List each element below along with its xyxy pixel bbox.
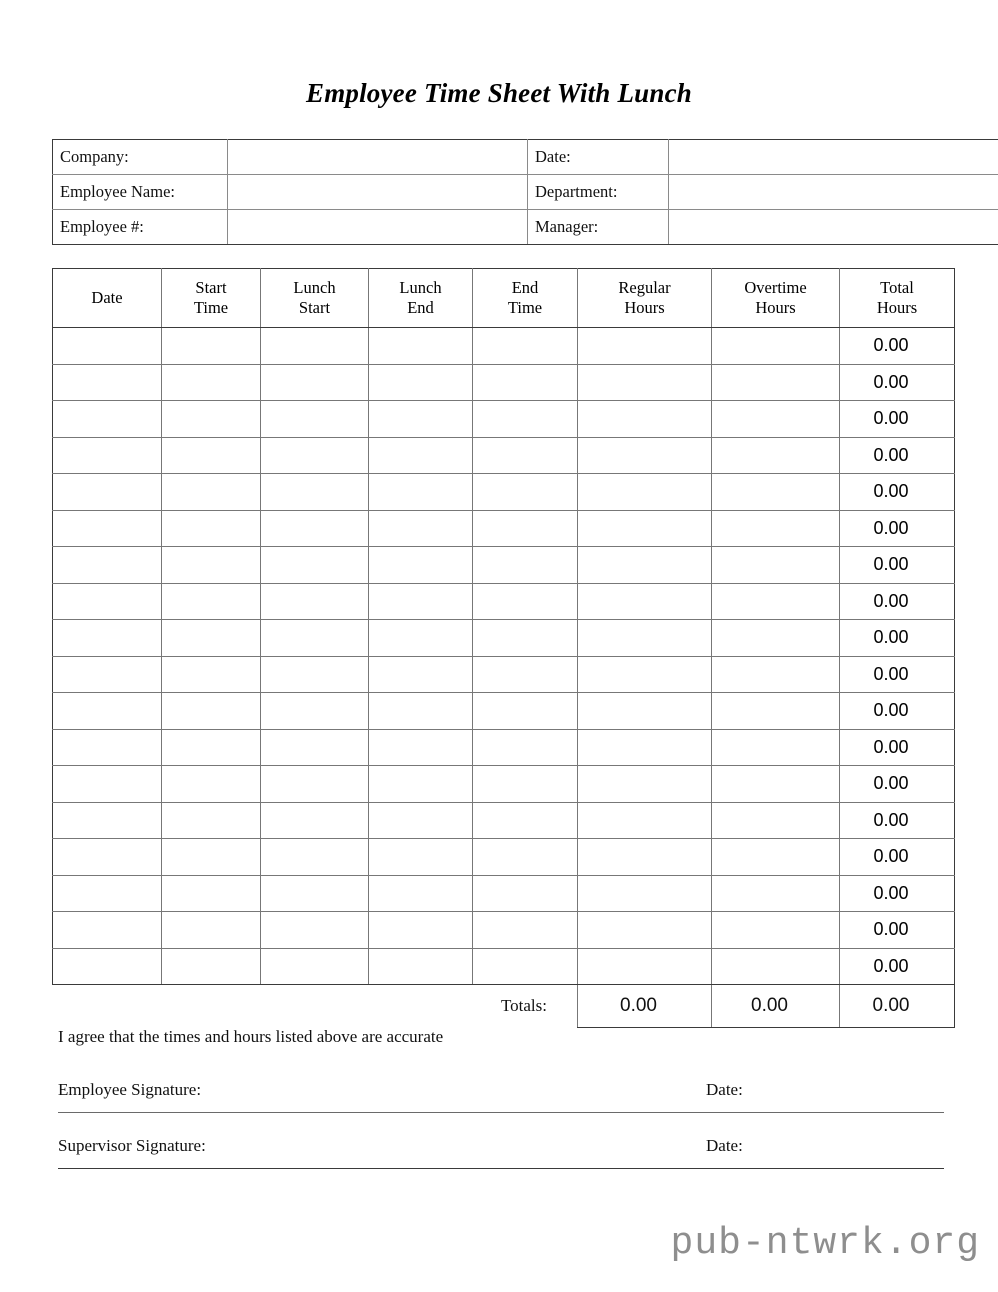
cell-start-time[interactable]	[162, 364, 261, 401]
header-line-2: End	[407, 298, 434, 317]
cell-lunch-end[interactable]	[369, 839, 473, 876]
manager-label: Manager:	[528, 210, 669, 245]
header-line-1: Date	[91, 287, 123, 307]
cell-regular-hours[interactable]	[578, 693, 712, 730]
table-row	[53, 474, 955, 511]
cell-total-hours[interactable]: 0.00	[840, 620, 955, 657]
cell-lunch-end[interactable]	[369, 766, 473, 803]
cell-date[interactable]	[53, 437, 162, 474]
cell-lunch-end[interactable]	[369, 802, 473, 839]
cell-total-hours[interactable]: 0.00	[840, 510, 955, 547]
cell-regular-hours[interactable]	[578, 328, 712, 365]
cell-lunch-end[interactable]	[369, 510, 473, 547]
header-line-1: Overtime	[744, 277, 807, 297]
cell-regular-hours[interactable]	[578, 437, 712, 474]
cell-total-hours[interactable]: 0.00	[840, 766, 955, 803]
cell-start-time[interactable]	[162, 437, 261, 474]
totals-overtime-hours: 0.00	[712, 985, 840, 1028]
cell-lunch-end[interactable]	[369, 912, 473, 949]
header-line-1: Lunch	[293, 277, 336, 297]
table-row	[53, 510, 955, 547]
column-header-overtime-hours	[712, 269, 840, 328]
time-entry-table	[52, 268, 955, 1028]
table-row	[53, 583, 955, 620]
cell-end-time[interactable]	[473, 766, 578, 803]
cell-date[interactable]	[53, 328, 162, 365]
cell-overtime-hours[interactable]	[712, 729, 840, 766]
cell-regular-hours[interactable]	[578, 547, 712, 584]
cell-lunch-end[interactable]	[369, 948, 473, 985]
cell-date[interactable]	[53, 948, 162, 985]
cell-end-time[interactable]	[473, 437, 578, 474]
employee-name-field[interactable]	[228, 175, 528, 210]
cell-regular-hours[interactable]	[578, 620, 712, 657]
cell-start-time[interactable]	[162, 583, 261, 620]
column-header-start-time	[162, 269, 261, 328]
cell-start-time[interactable]	[162, 547, 261, 584]
totals-row	[53, 985, 955, 1028]
cell-regular-hours[interactable]	[578, 875, 712, 912]
employee-signature-label: Employee Signature:	[58, 1080, 202, 1099]
cell-total-hours[interactable]: 0.00	[840, 364, 955, 401]
cell-date[interactable]	[53, 802, 162, 839]
column-header-end-time	[473, 269, 578, 328]
cell-overtime-hours[interactable]	[712, 547, 840, 584]
totals-label: Totals:	[500, 996, 547, 1016]
cell-regular-hours[interactable]	[578, 729, 712, 766]
time-table-foot	[53, 985, 955, 1028]
cell-end-time[interactable]	[473, 948, 578, 985]
cell-date[interactable]	[53, 766, 162, 803]
totals-total-hours: 0.00	[840, 985, 955, 1028]
cell-lunch-start[interactable]	[261, 437, 369, 474]
cell-lunch-start[interactable]	[261, 510, 369, 547]
time-table-header-row	[53, 269, 955, 328]
info-row-employee-name	[53, 175, 998, 210]
header-line-1: Total	[880, 277, 914, 297]
cell-lunch-end[interactable]	[369, 583, 473, 620]
cell-lunch-end[interactable]	[369, 875, 473, 912]
info-row-employee-number	[53, 210, 998, 245]
employee-number-field[interactable]	[228, 210, 528, 245]
cell-overtime-hours[interactable]	[712, 620, 840, 657]
table-row	[53, 766, 955, 803]
column-header-total-hours	[840, 269, 955, 328]
cell-overtime-hours[interactable]	[712, 583, 840, 620]
cell-total-hours[interactable]: 0.00	[840, 437, 955, 474]
cell-lunch-start[interactable]	[261, 364, 369, 401]
cell-regular-hours[interactable]	[578, 802, 712, 839]
supervisor-signature-label: Supervisor Signature:	[58, 1136, 206, 1155]
supervisor-signature-date-label: Date:	[706, 1136, 743, 1155]
cell-regular-hours[interactable]	[578, 948, 712, 985]
cell-lunch-end[interactable]	[369, 401, 473, 438]
cell-overtime-hours[interactable]	[712, 839, 840, 876]
cell-regular-hours[interactable]	[578, 766, 712, 803]
cell-end-time[interactable]	[473, 912, 578, 949]
cell-date[interactable]	[53, 729, 162, 766]
header-line-2: Hours	[755, 298, 796, 317]
cell-total-hours[interactable]: 0.00	[840, 912, 955, 949]
cell-total-hours[interactable]: 0.00	[840, 839, 955, 876]
cell-lunch-end[interactable]	[369, 437, 473, 474]
cell-start-time[interactable]	[162, 656, 261, 693]
cell-overtime-hours[interactable]	[712, 437, 840, 474]
table-row	[53, 620, 955, 657]
header-line-2: Start	[298, 298, 331, 317]
cell-end-time[interactable]	[473, 547, 578, 584]
company-label: Company:	[53, 140, 228, 175]
cell-lunch-start[interactable]	[261, 729, 369, 766]
cell-overtime-hours[interactable]	[712, 401, 840, 438]
cell-end-time[interactable]	[473, 474, 578, 511]
cell-date[interactable]	[53, 656, 162, 693]
date-field[interactable]	[669, 140, 998, 175]
cell-overtime-hours[interactable]	[712, 510, 840, 547]
cell-total-hours[interactable]: 0.00	[840, 948, 955, 985]
cell-lunch-start[interactable]	[261, 766, 369, 803]
table-row	[53, 656, 955, 693]
cell-lunch-start[interactable]	[261, 948, 369, 985]
cell-start-time[interactable]	[162, 474, 261, 511]
cell-regular-hours[interactable]	[578, 912, 712, 949]
cell-lunch-start[interactable]	[261, 474, 369, 511]
cell-end-time[interactable]	[473, 328, 578, 365]
table-row	[53, 693, 955, 730]
cell-start-time[interactable]	[162, 401, 261, 438]
cell-lunch-start[interactable]	[261, 912, 369, 949]
cell-start-time[interactable]	[162, 802, 261, 839]
cell-lunch-start[interactable]	[261, 839, 369, 876]
time-table-head	[53, 269, 955, 328]
cell-lunch-start[interactable]	[261, 401, 369, 438]
supervisor-signature-line[interactable]	[58, 1134, 944, 1169]
cell-lunch-end[interactable]	[369, 364, 473, 401]
cell-start-time[interactable]	[162, 912, 261, 949]
cell-lunch-start[interactable]	[261, 875, 369, 912]
cell-date[interactable]	[53, 364, 162, 401]
cell-regular-hours[interactable]	[578, 656, 712, 693]
table-row	[53, 364, 955, 401]
table-row	[53, 328, 955, 365]
cell-total-hours[interactable]: 0.00	[840, 656, 955, 693]
cell-lunch-start[interactable]	[261, 328, 369, 365]
cell-overtime-hours[interactable]	[712, 328, 840, 365]
cell-lunch-end[interactable]	[369, 328, 473, 365]
cell-total-hours[interactable]: 0.00	[840, 474, 955, 511]
column-header-regular-hours	[578, 269, 712, 328]
time-table-body	[53, 328, 955, 985]
table-row	[53, 839, 955, 876]
cell-lunch-start[interactable]	[261, 656, 369, 693]
cell-end-time[interactable]	[473, 839, 578, 876]
header-line-1: Lunch	[399, 277, 442, 297]
cell-start-time[interactable]	[162, 328, 261, 365]
cell-total-hours[interactable]: 0.00	[840, 729, 955, 766]
cell-lunch-end[interactable]	[369, 474, 473, 511]
cell-lunch-end[interactable]	[369, 656, 473, 693]
cell-end-time[interactable]	[473, 656, 578, 693]
cell-date[interactable]	[53, 620, 162, 657]
column-header-lunch-end	[369, 269, 473, 328]
cell-overtime-hours[interactable]	[712, 474, 840, 511]
cell-lunch-end[interactable]	[369, 620, 473, 657]
page-title: Employee Time Sheet With Lunch	[305, 78, 692, 108]
cell-overtime-hours[interactable]	[712, 656, 840, 693]
cell-start-time[interactable]	[162, 729, 261, 766]
cell-total-hours[interactable]: 0.00	[840, 328, 955, 365]
cell-end-time[interactable]	[473, 802, 578, 839]
employee-signature-date-label: Date:	[706, 1080, 743, 1099]
column-header-date	[53, 269, 162, 328]
cell-total-hours[interactable]: 0.00	[840, 547, 955, 584]
cell-date[interactable]	[53, 875, 162, 912]
info-row-company	[53, 140, 998, 175]
cell-start-time[interactable]	[162, 875, 261, 912]
header-line-1: End	[511, 277, 539, 297]
cell-lunch-end[interactable]	[369, 693, 473, 730]
cell-overtime-hours[interactable]	[712, 802, 840, 839]
table-row	[53, 401, 955, 438]
cell-lunch-start[interactable]	[261, 620, 369, 657]
table-row	[53, 912, 955, 949]
cell-end-time[interactable]	[473, 693, 578, 730]
cell-regular-hours[interactable]	[578, 401, 712, 438]
employee-info-table	[52, 139, 998, 245]
cell-date[interactable]	[53, 547, 162, 584]
cell-overtime-hours[interactable]	[712, 875, 840, 912]
employee-info-body	[53, 140, 998, 245]
table-row	[53, 547, 955, 584]
site-watermark: pub-ntwrk.org	[670, 1222, 980, 1265]
cell-regular-hours[interactable]	[578, 839, 712, 876]
header-line-2: Time	[507, 298, 543, 317]
cell-lunch-start[interactable]	[261, 693, 369, 730]
cell-end-time[interactable]	[473, 583, 578, 620]
cell-lunch-end[interactable]	[369, 729, 473, 766]
cell-total-hours[interactable]: 0.00	[840, 401, 955, 438]
cell-end-time[interactable]	[473, 620, 578, 657]
cell-end-time[interactable]	[473, 729, 578, 766]
cell-end-time[interactable]	[473, 364, 578, 401]
cell-overtime-hours[interactable]	[712, 693, 840, 730]
cell-end-time[interactable]	[473, 510, 578, 547]
cell-regular-hours[interactable]	[578, 510, 712, 547]
cell-overtime-hours[interactable]	[712, 948, 840, 985]
cell-date[interactable]	[53, 401, 162, 438]
cell-end-time[interactable]	[473, 875, 578, 912]
cell-date[interactable]	[53, 839, 162, 876]
cell-start-time[interactable]	[162, 766, 261, 803]
cell-total-hours[interactable]: 0.00	[840, 693, 955, 730]
manager-field[interactable]	[669, 210, 998, 245]
totals-regular-hours: 0.00	[578, 985, 712, 1028]
employee-signature-line[interactable]	[58, 1078, 944, 1113]
header-line-2: Time	[193, 298, 229, 317]
cell-start-time[interactable]	[162, 839, 261, 876]
header-line-2: Hours	[624, 298, 665, 317]
table-row	[53, 802, 955, 839]
department-field[interactable]	[669, 175, 998, 210]
table-row	[53, 729, 955, 766]
department-label: Department:	[528, 175, 669, 210]
date-label: Date:	[528, 140, 669, 175]
cell-date[interactable]	[53, 474, 162, 511]
cell-date[interactable]	[53, 912, 162, 949]
header-line-1: Regular	[618, 277, 671, 297]
cell-start-time[interactable]	[162, 620, 261, 657]
cell-start-time[interactable]	[162, 693, 261, 730]
cell-total-hours[interactable]: 0.00	[840, 583, 955, 620]
table-row	[53, 875, 955, 912]
header-line-2: Hours	[876, 298, 918, 317]
table-row	[53, 948, 955, 985]
cell-regular-hours[interactable]	[578, 583, 712, 620]
company-field[interactable]	[228, 140, 528, 175]
employee-number-label: Employee #:	[53, 210, 228, 245]
cell-total-hours[interactable]: 0.00	[840, 875, 955, 912]
cell-overtime-hours[interactable]	[712, 364, 840, 401]
cell-regular-hours[interactable]	[578, 364, 712, 401]
cell-end-time[interactable]	[473, 401, 578, 438]
cell-lunch-start[interactable]	[261, 547, 369, 584]
cell-start-time[interactable]	[162, 948, 261, 985]
cell-date[interactable]	[53, 583, 162, 620]
table-row	[53, 437, 955, 474]
cell-lunch-start[interactable]	[261, 802, 369, 839]
cell-lunch-end[interactable]	[369, 547, 473, 584]
cell-lunch-start[interactable]	[261, 583, 369, 620]
cell-date[interactable]	[53, 510, 162, 547]
cell-date[interactable]	[53, 693, 162, 730]
column-header-lunch-start	[261, 269, 369, 328]
cell-regular-hours[interactable]	[578, 474, 712, 511]
agreement-text: I agree that the times and hours listed above are accurate	[58, 1027, 444, 1046]
cell-overtime-hours[interactable]	[712, 766, 840, 803]
cell-start-time[interactable]	[162, 510, 261, 547]
cell-total-hours[interactable]: 0.00	[840, 802, 955, 839]
cell-overtime-hours[interactable]	[712, 912, 840, 949]
employee-name-label: Employee Name:	[53, 175, 228, 210]
header-line-1: Start	[195, 277, 227, 297]
